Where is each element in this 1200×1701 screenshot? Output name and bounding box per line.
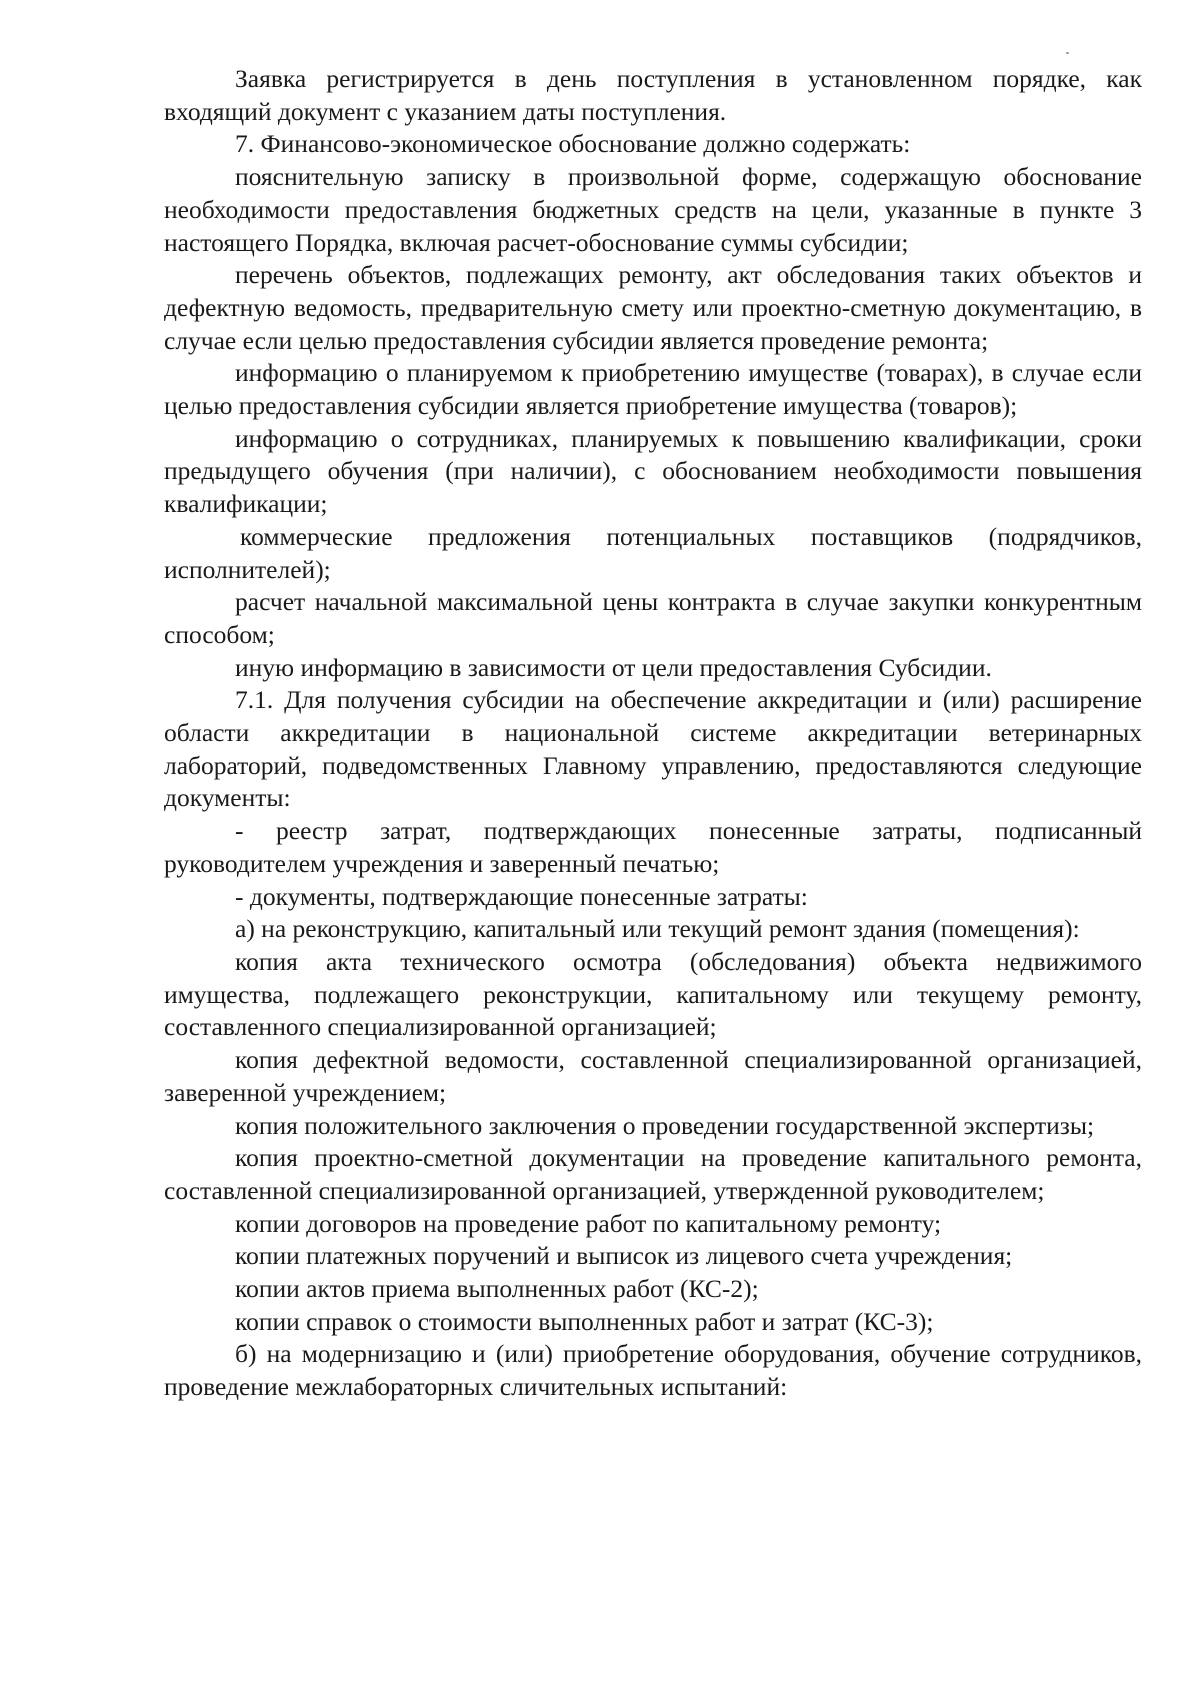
paragraph-item-7-1: 7.1. Для получения субсидии на обеспечение аккредитации и (или) расширение области аккредитации в национальной системе аккредитации ветеринарных лабораторий, подведомственных Главному управлению, предоставляются следующие документы: <box>164 685 1142 813</box>
paragraph-payment-orders: копии платежных поручений и выписок из лицевого счета учреждения; <box>235 1241 1013 1271</box>
paragraph-staff-info: информацию о сотрудниках, планируемых к повышению квалификации, сроки предыдущего обучения (при наличии), с обоснованием необходимости повышения квалификации; <box>164 423 1142 519</box>
paragraph-contracts: копии договоров на проведение работ по капитальному ремонту; <box>235 1208 942 1238</box>
paragraph-expertise: копия положительного заключения о проведении государственной экспертизы; <box>235 1110 1095 1140</box>
paragraph-item-a: а) на реконструкцию, капитальный или текущий ремонт здания (помещения): <box>235 914 1080 944</box>
paragraph-cost-register: - реестр затрат, подтверждающих понесенные затраты, подписанный руководителем учреждения и заверенный печатью; <box>164 816 1142 878</box>
paragraph-item-b: б) на модернизацию и (или) приобретение оборудования, обучение сотрудников, проведение межлабораторных сличительных испытаний: <box>164 1339 1142 1402</box>
paragraph-commercial-offers: коммерческие предложения потенциальных поставщиков (подрядчиков, исполнителей); <box>164 521 1142 584</box>
paragraph-inspection-act: копия акта технического осмотра (обследования) объекта недвижимого имущества, подлежащего реконструкции, капитальному или текущему ремонту, составленного специализированной организацией; <box>164 946 1142 1042</box>
paragraph-property-info: информацию о планируемом к приобретению имуществе (товарах), в случае если целью предоставления субсидии является приобретение имущества (товаров); <box>164 358 1142 421</box>
paragraph-explanatory-note: пояснительную записку в произвольной форме, содержащую обоснование необходимости предоставления бюджетных средств на цели, указанные в пункте 3 настоящего Порядка, включая расчет-обоснование суммы субсидии; <box>164 162 1142 257</box>
paragraph-cost-documents: - документы, подтверждающие понесенные затраты: <box>235 881 808 911</box>
document-body <box>164 63 1142 1404</box>
scan-speck <box>1066 52 1069 54</box>
paragraph-ks2: копии актов приема выполненных работ (КС-2); <box>235 1274 759 1304</box>
paragraph-design-estimate: копия проектно-сметной документации на проведение капитального ремонта, составленной специализированной организацией, утвержденной руководителем; <box>164 1143 1142 1205</box>
paragraph-defect-statement: копия дефектной ведомости, составленной специализированной организацией, заверенной учреждением; <box>164 1045 1142 1107</box>
paragraph-ks3: копии справок о стоимости выполненных работ и затрат (КС-3); <box>235 1306 934 1336</box>
paragraph-other-info: иную информацию в зависимости от цели предоставления Субсидии. <box>235 652 992 682</box>
paragraph-registration: Заявка регистрируется в день поступления в установленном порядке, как входящий документ с указанием даты поступления. <box>164 64 1142 126</box>
paragraph-repair-objects: перечень объектов, подлежащих ремонту, акт обследования таких объектов и дефектную ведомость, предварительную смету или проектно-сметную документацию, в случае если целью предоставления субсидии является проведение ремонта; <box>164 260 1142 355</box>
paragraph-contract-price: расчет начальной максимальной цены контракта в случае закупки конкурентным способом; <box>164 587 1142 649</box>
paragraph-item-7: 7. Финансово-экономическое обоснование должно содержать: <box>235 129 911 159</box>
